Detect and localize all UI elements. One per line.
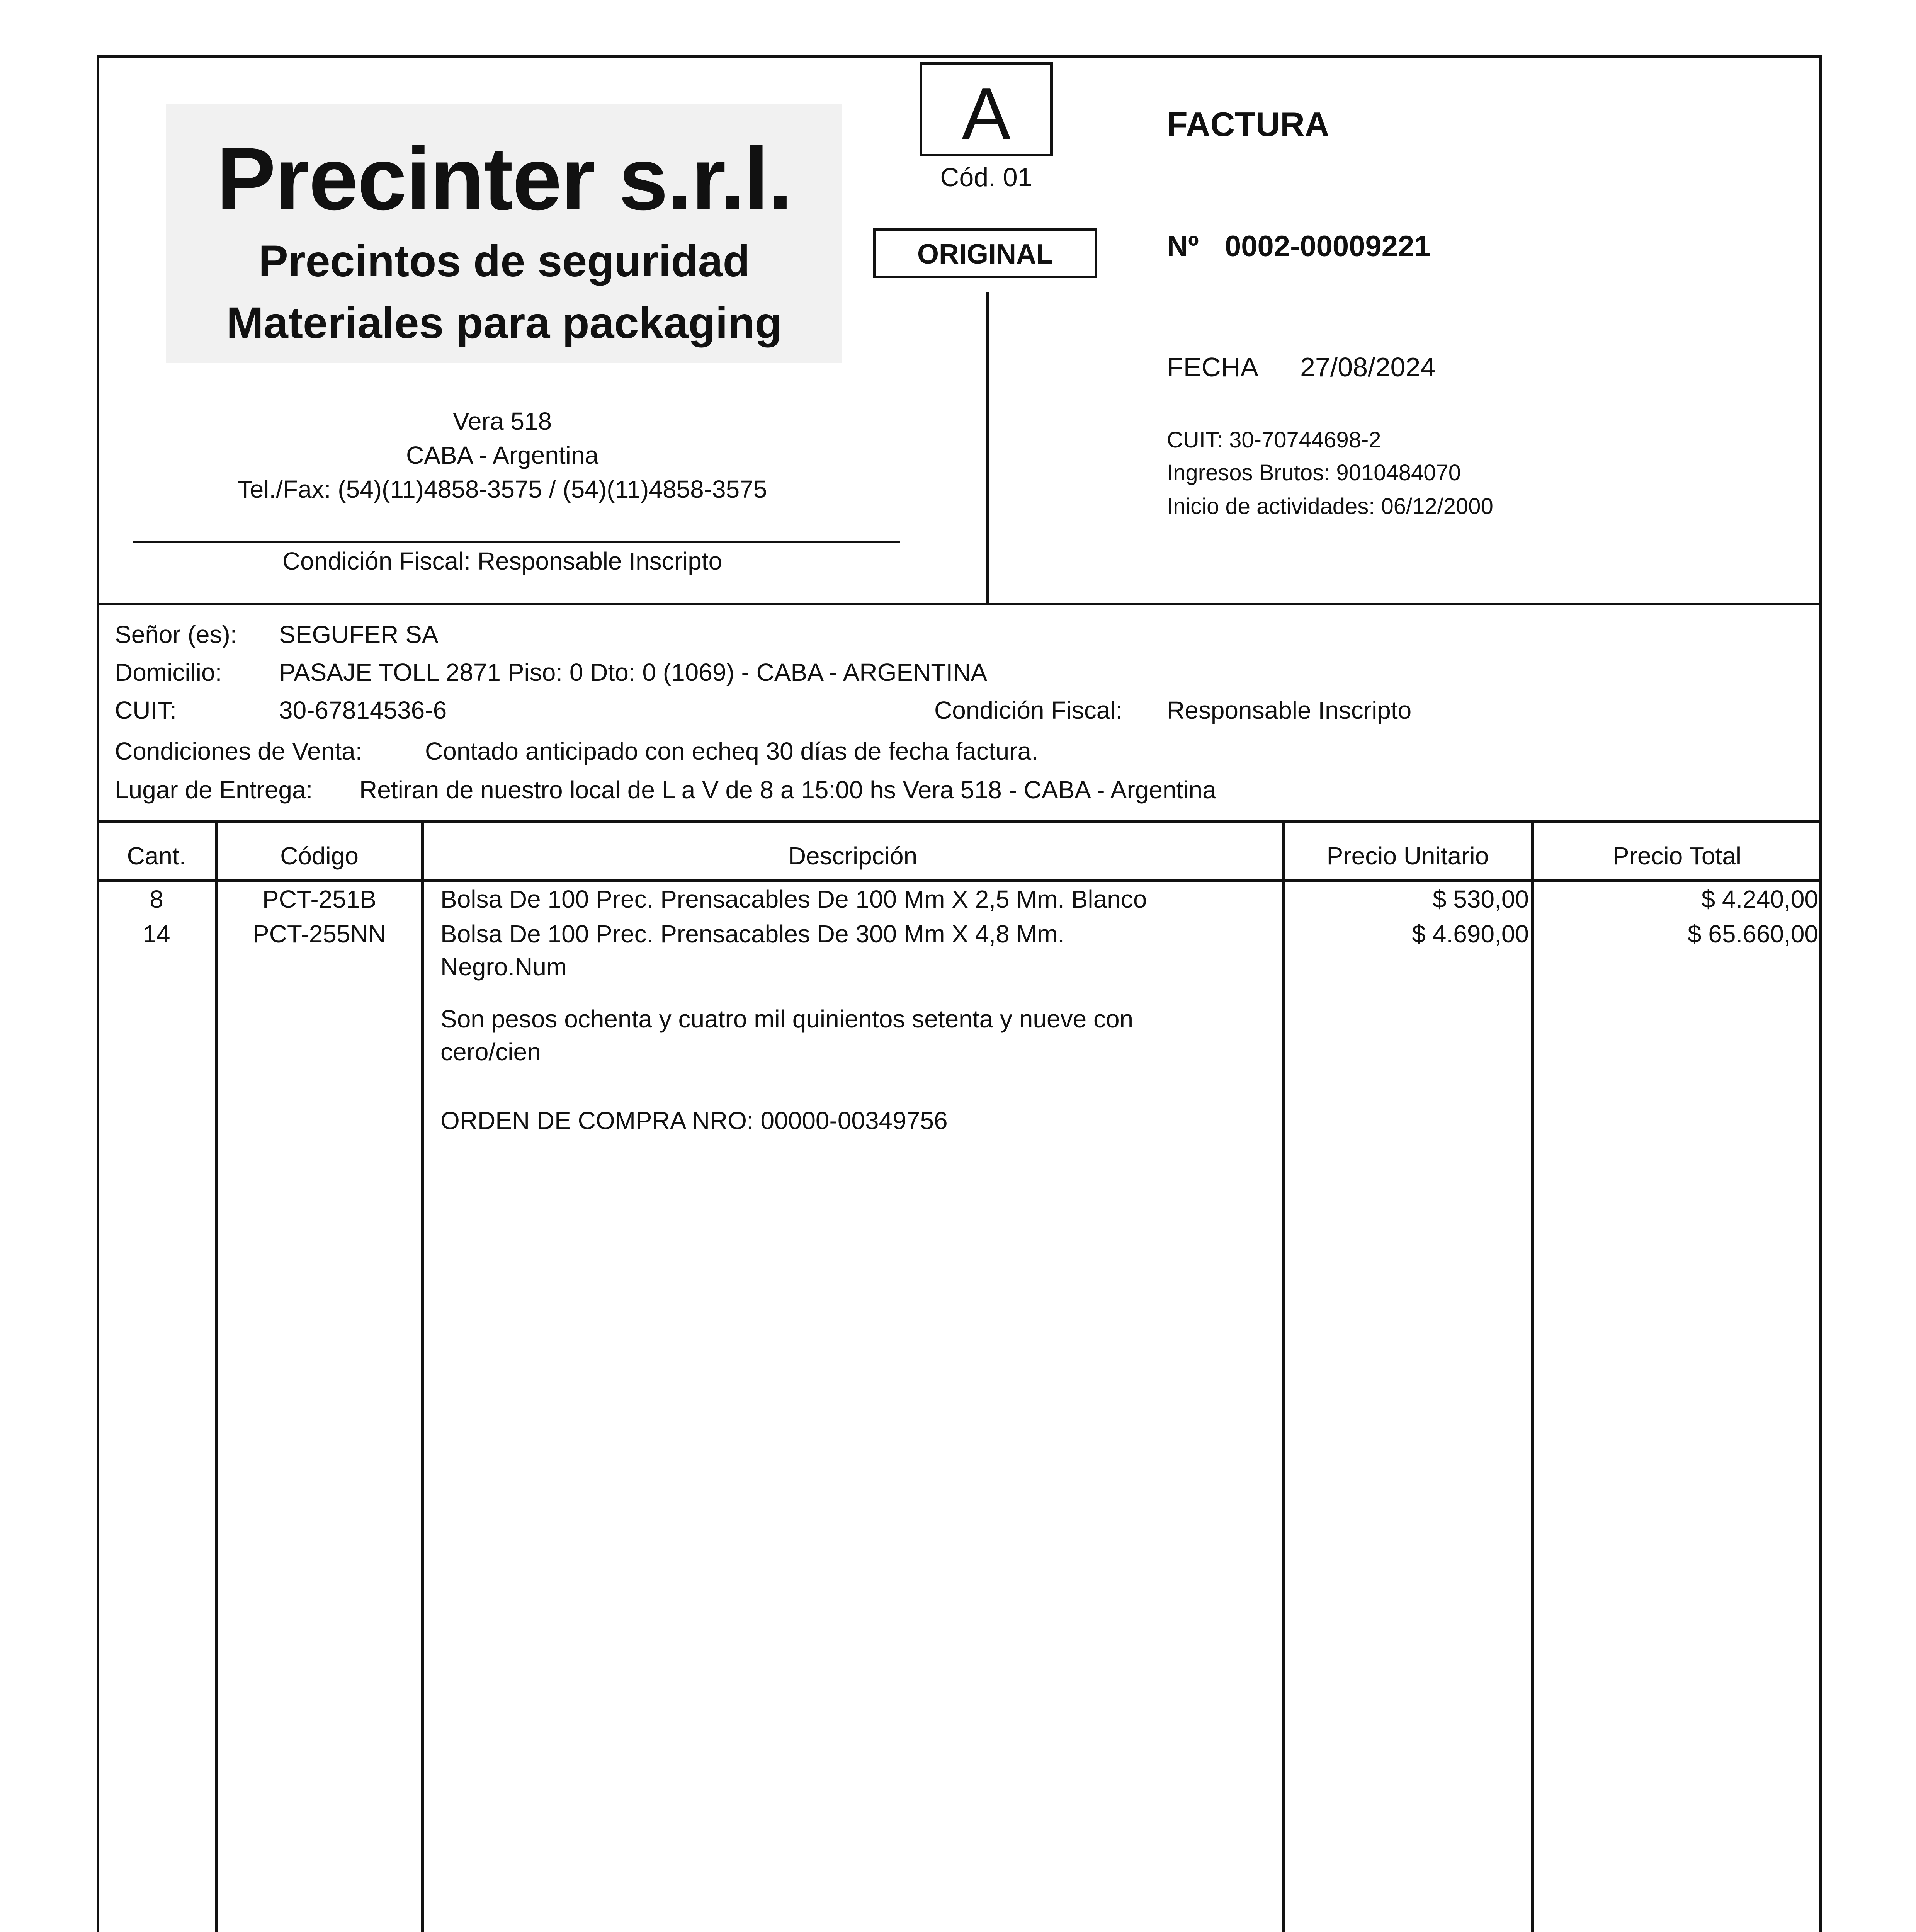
start-activities: Inicio de actividades: 06/12/2000 <box>1167 494 1493 519</box>
issuer-cuit: CUIT: 30-70744698-2 <box>1167 427 1381 452</box>
gross-income: Ingresos Brutos: 9010484070 <box>1167 460 1461 485</box>
sale-conditions: Contado anticipado con echeq 30 días de fecha factura. <box>425 737 1038 765</box>
purchase-order: ORDEN DE COMPRA NRO: 00000-00349756 <box>440 1107 948 1134</box>
row2-description-cont: Negro.Num <box>440 953 567 981</box>
col-line-4 <box>1531 820 1534 1932</box>
col-line-3 <box>1282 820 1285 1932</box>
logo-line-2: Materiales para packaging <box>226 298 782 348</box>
client-fiscal: Responsable Inscripto <box>1167 696 1412 724</box>
logo-name: Precinter s.r.l. <box>216 129 792 228</box>
sale-conditions-label: Condiciones de Venta: <box>115 737 362 765</box>
header-total-price: Precio Total <box>1612 842 1742 870</box>
company-city: CABA - Argentina <box>406 441 599 469</box>
row1-unit-price: $ 530,00 <box>1432 885 1529 913</box>
amount-in-words-1: Son pesos ochenta y cuatro mil quinientos setenta y nueve con <box>440 1005 1134 1033</box>
logo-line-1: Precintos de seguridad <box>258 236 750 286</box>
row1-qty: 8 <box>150 885 163 913</box>
row2-unit-price: $ 4.690,00 <box>1412 920 1529 948</box>
row2-code: PCT-255NN <box>253 920 386 948</box>
items-header-line <box>97 879 1822 882</box>
client-address-label: Domicilio: <box>115 658 222 686</box>
header-divider <box>986 292 989 605</box>
client-cuit: 30-67814536-6 <box>279 696 447 724</box>
invoice-type: FACTURA <box>1167 105 1329 143</box>
invoice-number: 0002-00009221 <box>1225 230 1431 263</box>
col-line-1 <box>215 820 218 1932</box>
client-address: PASAJE TOLL 2871 Piso: 0 Dto: 0 (1069) - CABA - ARGENTINA <box>279 658 988 686</box>
client-name: SEGUFER SA <box>279 621 439 648</box>
header-code: Código <box>280 842 359 870</box>
company-logo <box>166 104 842 363</box>
row1-total-price: $ 4.240,00 <box>1701 885 1818 913</box>
invoice-code: Cód. 01 <box>940 163 1032 192</box>
row2-description: Bolsa De 100 Prec. Prensacables De 300 Mm X 4,8 Mm. <box>440 920 1064 948</box>
row1-code: PCT-251B <box>262 885 377 913</box>
client-cuit-label: CUIT: <box>115 696 177 724</box>
delivery-label: Lugar de Entrega: <box>115 776 313 804</box>
col-line-2 <box>421 820 424 1932</box>
company-fiscal: Condición Fiscal: Responsable Inscripto <box>282 547 723 575</box>
client-fiscal-label: Condición Fiscal: <box>934 696 1123 724</box>
company-phone: Tel./Fax: (54)(11)4858-3575 / (54)(11)4858-3575 <box>237 475 767 503</box>
company-separator <box>133 541 900 543</box>
row1-description: Bolsa De 100 Prec. Prensacables De 100 Mm X 2,5 Mm. Blanco <box>440 885 1147 913</box>
amount-in-words-2: cero/cien <box>440 1038 541 1066</box>
invoice-number-label: Nº <box>1167 230 1199 263</box>
company-address: Vera 518 <box>452 407 552 435</box>
items-table <box>97 820 1822 1932</box>
delivery-place: Retiran de nuestro local de L a V de 8 a 15:00 hs Vera 518 - CABA - Argentina <box>359 776 1216 804</box>
header-unit-price: Precio Unitario <box>1326 842 1489 870</box>
header-qty: Cant. <box>127 842 186 870</box>
invoice-letter: A <box>962 73 1011 155</box>
client-name-label: Señor (es): <box>115 621 237 648</box>
header-description: Descripción <box>788 842 918 870</box>
copy-label: ORIGINAL <box>917 239 1053 270</box>
row2-total-price: $ 65.660,00 <box>1687 920 1818 948</box>
invoice-date: 27/08/2024 <box>1300 352 1436 382</box>
row2-qty: 14 <box>143 920 170 948</box>
date-label: FECHA <box>1167 352 1259 382</box>
